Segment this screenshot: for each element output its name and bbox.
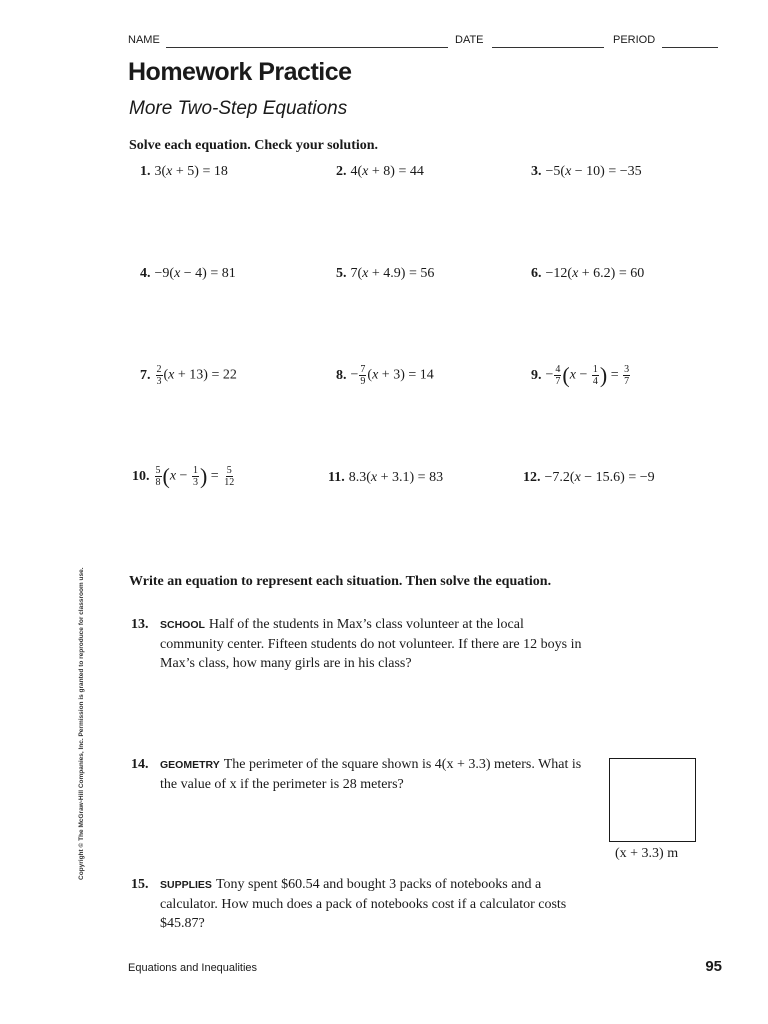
problem-9: 9. − $\frac{4}{7}$ (x − $\frac{1}{4}$ ) = $\frac{3}{7}$ — [531, 362, 630, 388]
problem-tag: SUPPLIES — [160, 879, 212, 891]
problem-tag: GEOMETRY — [160, 759, 220, 771]
problem-10: 10. $\frac{5}{8}$ (x − $\frac{1}{3}$ ) = $\frac{5}{12}$ — [132, 463, 235, 489]
instructions-2: Write an equation to represent each situation. Then solve the equation. — [129, 574, 552, 589]
word-problem-15: 15. SUPPLIES Tony spent $60.54 and bought 3 packs of notebooks and a calculator. How much does a pack of notebooks cost if a calculator costs $45.87? — [131, 877, 567, 931]
problem-7: 7. $\frac{2}{3}$ (x + 13) = 22 — [140, 364, 237, 387]
page-subtitle: More Two-Step Equations — [129, 98, 348, 119]
problem-tag: SCHOOL — [160, 619, 205, 631]
problem-2: 2. 4(x + 8) = 44 — [336, 164, 424, 179]
square-side-label: (x + 3.3) m — [615, 846, 679, 861]
problem-6: 6. −12(x + 6.2) = 60 — [531, 266, 645, 281]
problem-11: 11. 8.3(x + 3.1) = 83 — [328, 470, 444, 485]
instructions: Solve each equation. Check your solution. — [129, 138, 379, 153]
word-problem-13: 13. SCHOOL Half of the students in Max’s class volunteer at the local community center. Fifteen students do not volunteer. If there are 12 boys in Max’s class, how many girls are in his class? — [131, 617, 582, 671]
problem-1: 1. 3(x + 5) = 18 — [140, 164, 228, 179]
name-line — [166, 47, 448, 48]
period-line — [662, 47, 718, 48]
square-figure — [609, 758, 696, 842]
header-fields — [128, 34, 720, 50]
page-number: 95 — [705, 958, 722, 975]
problem-3: 3. −5(x − 10) = −35 — [531, 164, 642, 179]
word-problem-14: 14. GEOMETRY The perimeter of the square shown is 4(x + 3.3) meters. What is the value of x if the perimeter is 28 meters? — [131, 757, 582, 792]
date-line — [492, 47, 604, 48]
problem-4: 4. −9(x − 4) = 81 — [140, 266, 236, 281]
name-label: NAME — [128, 34, 160, 46]
problem-8: 8. − $\frac{7}{9}$ (x + 3) = 14 — [336, 364, 434, 387]
footer-section: Equations and Inequalities — [128, 962, 258, 974]
page-title: Homework Practice — [128, 58, 352, 86]
period-label: PERIOD — [613, 34, 656, 46]
problem-12: 12. −7.2(x − 15.6) = −9 — [523, 470, 655, 485]
date-label: DATE — [455, 34, 484, 46]
problem-5: 5. 7(x + 4.9) = 56 — [336, 266, 435, 281]
